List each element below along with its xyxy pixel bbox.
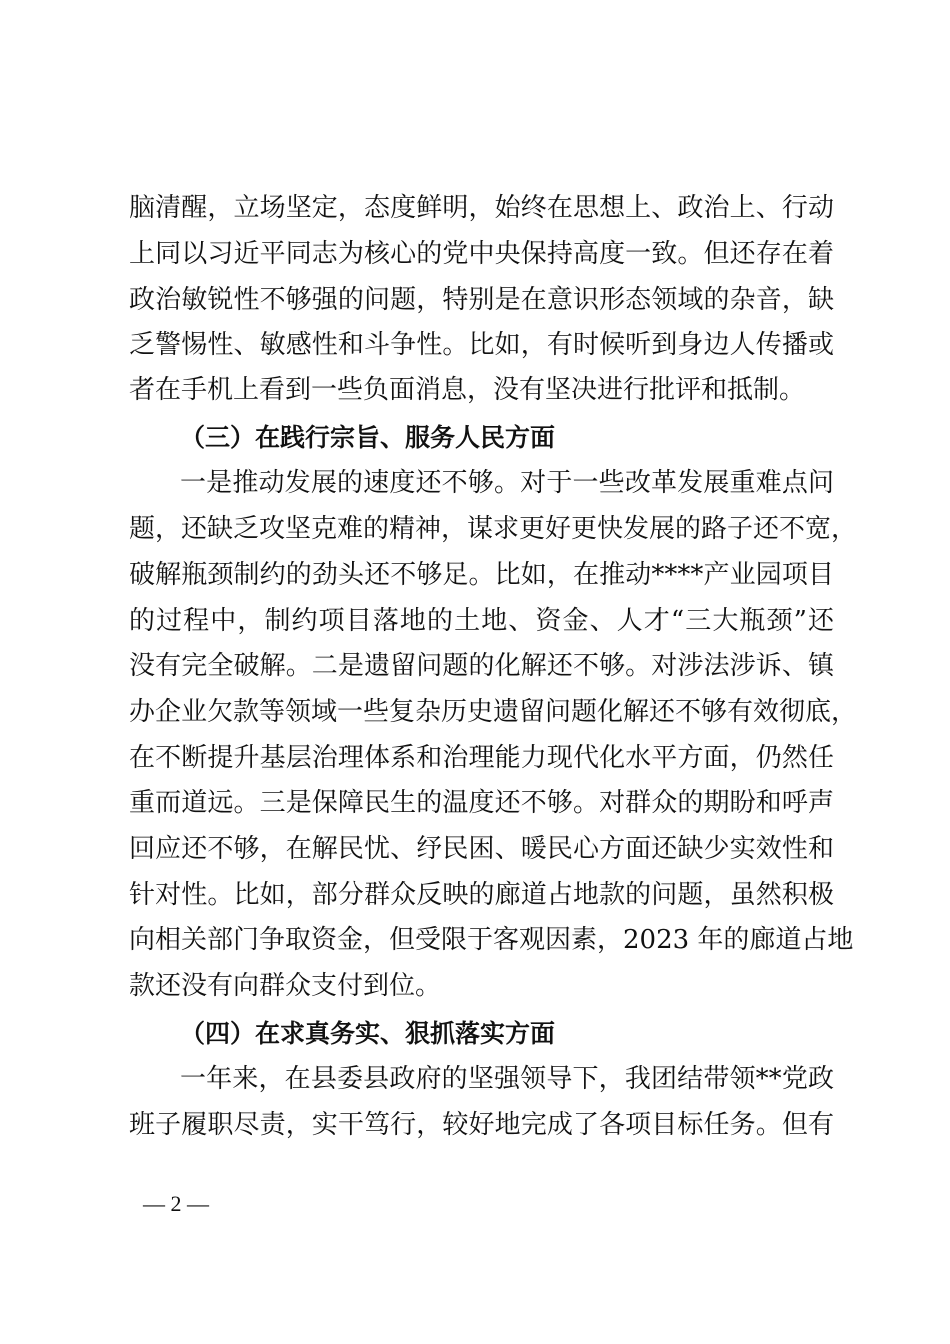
- paragraph-line: 没有完全破解。二是遗留问题的化解还不够。对涉法涉诉、镇: [129, 651, 834, 681]
- paragraph-line: 在不断提升基层治理体系和治理能力现代化水平方面，仍然任: [129, 743, 834, 773]
- paragraph-line: 者在手机上看到一些负面消息，没有坚决进行批评和抵制。: [129, 375, 806, 405]
- paragraph-line: 一是推动发展的速度还不够。对于一些改革发展重难点问: [180, 468, 834, 498]
- section-heading-4: （四）在求真务实、狠抓落实方面: [180, 1019, 556, 1048]
- paragraph-line: 乏警惕性、敏感性和斗争性。比如，有时候听到身边人传播或: [129, 330, 834, 360]
- paragraph-line: 的过程中，制约项目落地的土地、资金、人才“三大瓶颈”还: [129, 606, 834, 636]
- paragraph-line: 款还没有向群众支付到位。: [129, 971, 442, 1001]
- paragraph-line: 题，还缺乏攻坚克难的精神，谋求更好更快发展的路子还不宽，: [129, 514, 858, 544]
- paragraph-line: 一年来，在县委县政府的坚强领导下，我团结带领**党政: [180, 1064, 834, 1094]
- paragraph-line: 针对性。比如，部分群众反映的廊道占地款的问题，虽然积极: [129, 880, 834, 910]
- paragraph-line: 重而道远。三是保障民生的温度还不够。对群众的期盼和呼声: [129, 788, 834, 818]
- paragraph-line: 回应还不够，在解民忧、纾民困、暖民心方面还缺少实效性和: [129, 834, 834, 864]
- section-heading-3: （三）在践行宗旨、服务人民方面: [180, 423, 556, 452]
- paragraph-line: 办企业欠款等领域一些复杂历史遗留问题化解还不够有效彻底，: [129, 697, 858, 727]
- page-number: — 2 —: [143, 1191, 209, 1216]
- paragraph-line: 破解瓶颈制约的劲头还不够足。比如，在推动****产业园项目: [129, 560, 834, 590]
- paragraph-line: 向相关部门争取资金，但受限于客观因素，2023 年的廊道占地: [129, 925, 854, 955]
- paragraph-line: 脑清醒，立场坚定，态度鲜明，始终在思想上、政治上、行动: [129, 193, 834, 223]
- paragraph-line: 班子履职尽责，实干笃行，较好地完成了各项目标任务。但有: [129, 1110, 834, 1140]
- paragraph-line: 政治敏锐性不够强的问题，特别是在意识形态领域的杂音，缺: [129, 285, 834, 315]
- paragraph-line: 上同以习近平同志为核心的党中央保持高度一致。但还存在着: [129, 239, 834, 269]
